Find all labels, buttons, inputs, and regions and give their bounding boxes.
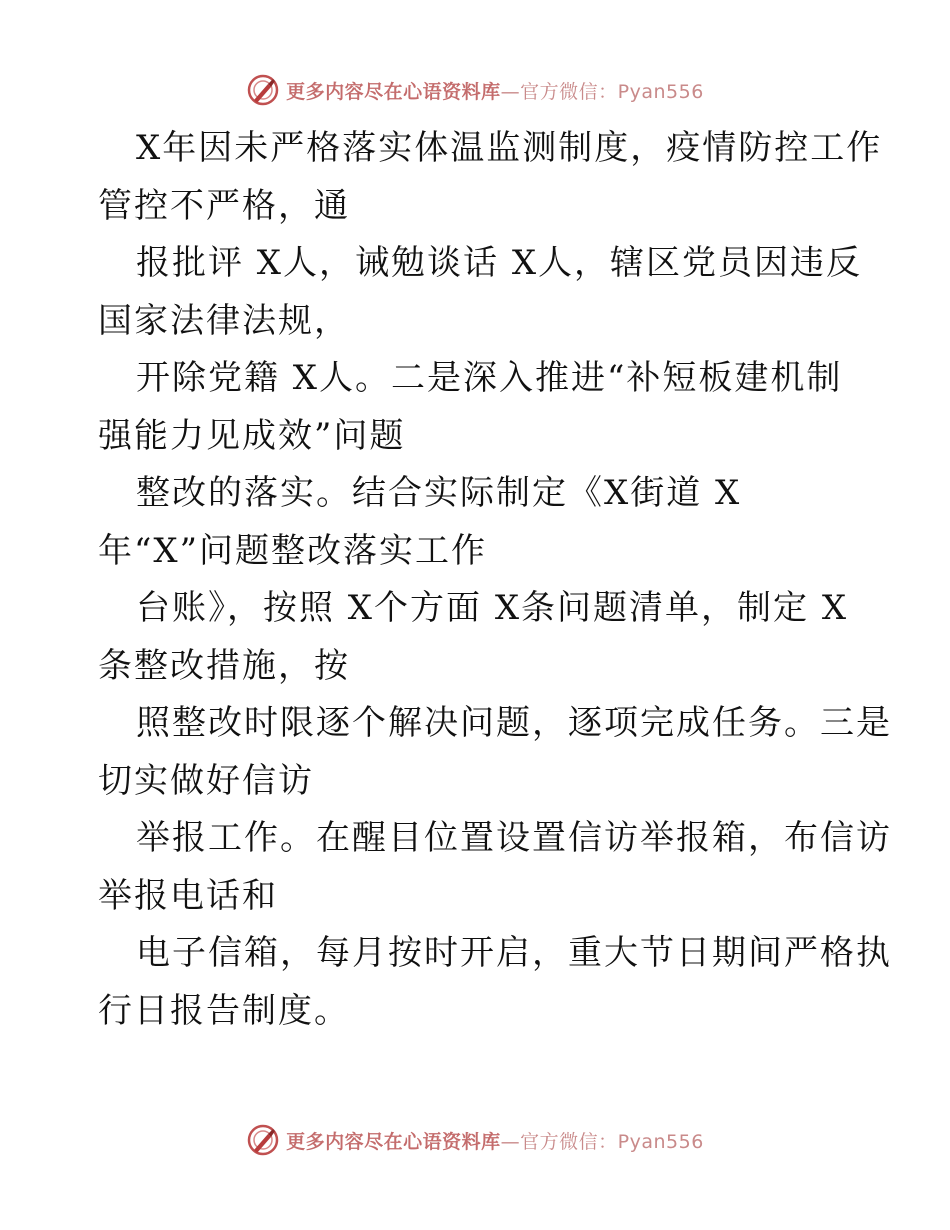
watermark-contact: 官方微信：Pyan556	[520, 1130, 704, 1153]
text-line: 开除党籍 X人。二是深入推进“补短板建机制	[136, 358, 843, 398]
text-line: 电子信箱，每月按时开启，重大节日期间严格执	[136, 933, 892, 973]
text-line: 强能力见成效”问题	[98, 415, 406, 456]
text-line: 条整改措施，按	[98, 645, 350, 686]
watermark-text	[286, 1127, 704, 1154]
text-line: 台账》，按照 X个方面 X条问题清单，制定 X	[136, 588, 849, 628]
watermark-brand: 更多内容尽在心语资料库	[286, 80, 501, 103]
header-watermark	[0, 70, 950, 110]
text-line: 年“X”问题整改落实工作	[98, 530, 487, 571]
watermark-separator: —	[500, 80, 521, 103]
text-line: 切实做好信访	[98, 760, 314, 801]
text-line: 整改的落实。结合实际制定《X街道 X	[136, 473, 742, 513]
pen-logo-icon	[246, 1123, 280, 1157]
document-body	[98, 120, 892, 1040]
footer-watermark	[0, 1120, 950, 1160]
text-line: 举报电话和	[98, 875, 278, 916]
text-line: X年因未严格落实体温监测制度，疫情防控工作	[136, 128, 883, 168]
watermark-separator: —	[500, 1130, 521, 1153]
text-line: 照整改时限逐个解决问题，逐项完成任务。三是	[136, 703, 892, 743]
text-line: 国家法律法规，	[98, 300, 350, 341]
text-line: 报批评 X人，诫勉谈话 X人，辖区党员因违反	[136, 243, 863, 283]
text-line: 管控不严格，通	[98, 185, 350, 226]
pen-logo-icon	[246, 73, 280, 107]
watermark-contact: 官方微信：Pyan556	[520, 80, 704, 103]
text-line: 行日报告制度。	[98, 990, 350, 1031]
watermark-text	[286, 77, 704, 104]
text-line: 举报工作。在醒目位置设置信访举报箱，布信访	[136, 818, 892, 858]
watermark-brand: 更多内容尽在心语资料库	[286, 1130, 501, 1153]
